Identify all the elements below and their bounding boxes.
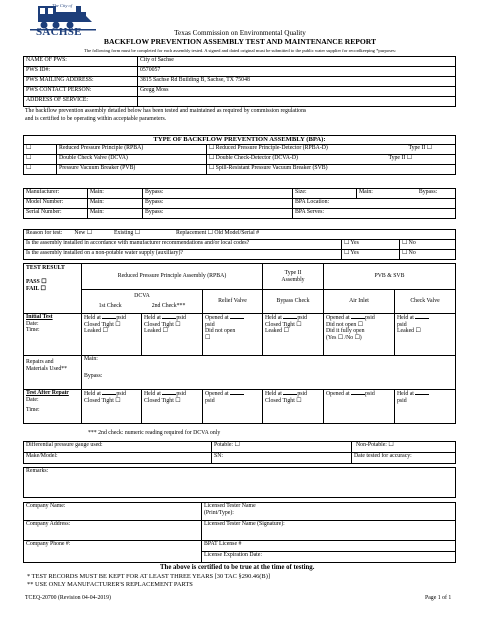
pws-label: PWS MAILING ADDRESS: xyxy=(24,77,138,87)
pws-label: PWS CONTACT PERSON: xyxy=(24,87,138,97)
pws-label: PWS ID#: xyxy=(24,67,138,77)
license-expiration-field[interactable]: License Expiration Date: xyxy=(202,552,456,563)
entry-line[interactable] xyxy=(351,390,365,395)
closed-tight-checkbox[interactable]: Closed Tight ☐ xyxy=(265,321,302,328)
logo-tagline: The City of xyxy=(52,3,72,8)
time-label[interactable]: Time: xyxy=(26,327,40,334)
entry-line[interactable] xyxy=(162,314,176,319)
type2-dcvad-checkbox[interactable]: Type II ☐ xyxy=(388,155,412,161)
existing-checkbox[interactable]: Existing ☐ xyxy=(113,230,140,236)
type2-rpbad-checkbox[interactable]: Type II ☐ xyxy=(408,145,432,151)
pws-value[interactable] xyxy=(138,97,456,107)
held-at-label: Held at xyxy=(144,391,161,397)
replacement-checkbox[interactable]: Replacement ☐ Old Model/Serial # xyxy=(175,230,260,236)
relief-valve-header: Relief Valve xyxy=(203,290,263,314)
closed-tight-checkbox[interactable]: Closed Tight ☐ xyxy=(265,397,302,404)
opened-at-label: Opened at xyxy=(326,315,350,321)
repairs-label: Repairs and xyxy=(26,359,54,365)
tester-signature-field[interactable]: Licensed Tester Name (Signature): xyxy=(202,521,456,541)
main-label[interactable]: Main: xyxy=(88,199,143,209)
psid-unit: psid xyxy=(365,391,375,397)
entry-line[interactable] xyxy=(102,314,116,319)
leaked-checkbox[interactable]: Leaked ☐ xyxy=(397,328,421,335)
date-tested-label[interactable]: Date tested for accuracy: xyxy=(352,453,456,464)
date-label[interactable]: Date: xyxy=(26,396,39,403)
did-not-open-checkbox[interactable]: Did not open ☐ xyxy=(326,321,363,328)
remarks-table xyxy=(23,467,456,498)
first-check-header: 1st Check xyxy=(98,303,122,309)
pws-value[interactable]: 3815 Sachse Rd Building B, Sachse, TX 75048 xyxy=(138,77,456,87)
checkbox[interactable]: ☐ xyxy=(209,145,215,151)
time-label[interactable]: Time: xyxy=(26,407,40,414)
check-valve-header: Check Valve xyxy=(395,290,456,314)
tester-name-label[interactable]: Licensed Tester Name xyxy=(204,503,256,509)
held-at-label: Held at xyxy=(397,315,414,321)
entry-line[interactable] xyxy=(283,314,297,319)
nonpotable-question: Is the assembly installed on a non-potable water supply (auxiliary)? xyxy=(24,250,342,260)
bpat-license-field[interactable]: BPAT License # xyxy=(202,541,456,552)
gauge-table xyxy=(23,441,456,464)
leaked-checkbox[interactable]: Leaked ☐ xyxy=(84,328,108,335)
form-number: TCEQ-20700 (Revision 04-04-2019) xyxy=(25,595,111,601)
print-type-label: (Print/Type): xyxy=(204,509,234,516)
type2-header: Type II xyxy=(284,269,302,276)
yes-checkbox[interactable]: ☐ Yes xyxy=(342,250,400,260)
no-checkbox[interactable]: ☐ No xyxy=(400,240,456,250)
pvb-svb-header: PVB & SVB xyxy=(324,264,456,290)
potable-checkbox[interactable]: Potable: ☐ xyxy=(212,442,352,453)
bpa-location-label[interactable]: BPA Location: xyxy=(293,199,456,209)
main-label[interactable]: Main: xyxy=(88,189,143,199)
psid-unit: psid xyxy=(205,321,215,328)
leaked-checkbox[interactable]: Leaked ☐ xyxy=(144,328,168,335)
fail-checkbox[interactable]: FAIL ☐ xyxy=(26,286,46,293)
bpa-type-heading: TYPE OF BACKFLOW PREVENTION ASSEMBLY (BPA): xyxy=(24,136,456,145)
opened-at-label: Opened at xyxy=(326,391,350,397)
pws-label: ADDRESS OF SERVICE: xyxy=(24,97,138,107)
company-address-field[interactable]: Company Address: xyxy=(24,521,202,541)
bpa-type-table xyxy=(23,135,456,175)
gauge-label: Differential pressure gauge used: xyxy=(24,442,212,453)
yes-no-checkbox[interactable]: (Yes ☐ /No ☐) xyxy=(326,334,362,341)
bypass-check-header: Bypass Check xyxy=(263,290,324,314)
certification-statement-2: and is certified to be operating within acceptable parameters. xyxy=(25,116,167,122)
held-at-label: Held at xyxy=(265,391,282,397)
svb-option: Spill-Resistant Pressure Vacuum Breaker (SVB) xyxy=(215,165,328,171)
manufacturer-table xyxy=(23,188,456,219)
psid-unit: psid xyxy=(176,315,187,321)
page-number: Page 1 of 1 xyxy=(425,595,452,601)
entry-line[interactable] xyxy=(230,314,244,319)
bypass-label[interactable]: Bypass: xyxy=(143,189,293,199)
did-it-fully-open-label: Did it fully open xyxy=(326,328,365,335)
agency-name: Texas Commission on Environmental Quality xyxy=(174,29,306,37)
pws-value[interactable]: Gregg Moss xyxy=(138,87,456,97)
dcva-header: DCVA xyxy=(134,293,150,300)
bypass-label[interactable]: Bypass: xyxy=(143,209,293,219)
reason-label: Reason for test: xyxy=(26,230,63,236)
entry-line[interactable] xyxy=(162,390,176,395)
psid-unit: psid xyxy=(397,397,407,404)
closed-tight-checkbox[interactable]: Closed Tight ☐ xyxy=(144,321,181,328)
pws-info-table xyxy=(23,56,456,107)
dcva-d-option: Double Check-Detector (DCVA-D) xyxy=(215,155,298,161)
held-at-label: Held at xyxy=(84,315,101,321)
no-checkbox[interactable]: ☐ No xyxy=(400,250,456,260)
psid-unit: psid xyxy=(297,315,308,321)
yes-checkbox[interactable]: ☐ Yes xyxy=(342,240,400,250)
checkbox[interactable]: ☐ xyxy=(209,155,215,161)
psid-unit: psid xyxy=(397,321,407,328)
second-check-header: 2nd Check*** xyxy=(151,303,186,309)
records-note: * TEST RECORDS MUST BE KEPT FOR AT LEAST THREE YEARS [30 TAC §290.46(B)] xyxy=(27,573,270,580)
closed-tight-checkbox[interactable]: Closed Tight ☐ xyxy=(144,397,181,404)
company-phone-field[interactable]: Company Phone #: xyxy=(24,541,202,563)
remarks-field[interactable]: Remarks: xyxy=(24,468,456,498)
entry-line[interactable] xyxy=(230,390,244,395)
psid-unit: psid xyxy=(297,391,308,397)
assembly-header: Assembly xyxy=(281,276,305,283)
initial-test-label: Initial Test xyxy=(26,314,53,320)
entry-line[interactable] xyxy=(415,314,429,319)
psid-unit: psid xyxy=(116,315,127,321)
entry-line[interactable] xyxy=(283,390,297,395)
rpba-header: Reduced Pressure Principle Assembly (RPBA) xyxy=(82,264,263,290)
checkbox[interactable]: ☐ xyxy=(24,145,57,155)
logo-name: SACHSE xyxy=(36,26,82,38)
dcva-option: Double Check Valve (DCVA) xyxy=(57,155,207,165)
company-name-field[interactable]: Company Name: xyxy=(24,503,202,521)
leaked-checkbox[interactable]: Leaked ☐ xyxy=(265,328,289,335)
repairs-main-label[interactable]: Main: xyxy=(84,356,98,362)
test-result-title: TEST RESULT xyxy=(26,265,65,271)
psid-unit: psid xyxy=(116,391,127,397)
pws-value[interactable]: City of Sachse xyxy=(138,57,456,67)
install-question: Is the assembly installed in accordance with manufacturer recommendations and/or local codes? xyxy=(24,240,342,250)
repairs-bypass-label[interactable]: Bypass: xyxy=(84,372,103,379)
opened-at-label: Opened at xyxy=(205,315,229,321)
bypass-label[interactable]: Bypass: xyxy=(143,199,293,209)
closed-tight-checkbox[interactable]: Closed Tight ☐ xyxy=(84,397,121,404)
held-at-label: Held at xyxy=(84,391,101,397)
certified-statement: The above is certified to be true at the time of testing. xyxy=(160,564,315,571)
pvb-option: Pressure Vacuum Breaker (PVB) xyxy=(57,165,207,175)
manufacturer-label: Manufacturer: xyxy=(24,189,88,199)
entry-line[interactable] xyxy=(351,314,365,319)
checkbox[interactable]: ☐ xyxy=(24,165,57,175)
dcva-note: *** 2nd check: numeric reading required for DCVA only xyxy=(88,430,221,436)
sn-label[interactable]: SN: xyxy=(212,453,352,464)
psid-unit: psid xyxy=(365,315,375,321)
serial-label: Serial Number: xyxy=(24,209,88,219)
company-table xyxy=(23,502,456,563)
size-label[interactable]: Size: xyxy=(293,189,357,199)
bpa-serves-label[interactable]: BPA Serves: xyxy=(293,209,456,219)
certification-statement-1: The backflow prevention assembly detailed below has been tested and maintained as required by commission regulations xyxy=(25,108,307,114)
pws-label: NAME OF PWS: xyxy=(24,57,138,67)
parts-note: ** USE ONLY MANUFACTURER'S REPLACEMENT PARTS xyxy=(27,581,193,588)
checkbox[interactable]: ☐ xyxy=(24,155,57,165)
date-label[interactable]: Date: xyxy=(26,320,39,327)
checkbox[interactable]: ☐ xyxy=(209,165,215,171)
form-instruction: The following form must be completed for each assembly tested. A signed and dated original must be submitted to the public water supplier for recordkeeping *purposes: xyxy=(83,48,397,53)
held-at-label: Held at xyxy=(265,315,282,321)
air-inlet-header: Air Inlet xyxy=(324,290,395,314)
held-at-label: Held at xyxy=(397,391,414,397)
rpba-d-option: Reduced Pressure Principle-Detector (RPBA-D) xyxy=(215,145,328,151)
test-after-repair-label: Test After Repair xyxy=(26,390,69,396)
did-not-open-label: Did not open xyxy=(205,328,236,335)
form-title: BACKFLOW PREVENTION ASSEMBLY TEST AND MAINTENANCE REPORT xyxy=(103,37,377,46)
psid-unit: psid xyxy=(205,397,215,404)
entry-line[interactable] xyxy=(415,390,429,395)
model-label: Model Number: xyxy=(24,199,88,209)
closed-tight-checkbox[interactable]: Closed Tight ☐ xyxy=(84,321,121,328)
rpba-option: Reduced Pressure Principle (RPBA) xyxy=(57,145,207,155)
new-checkbox[interactable]: New ☐ xyxy=(74,230,92,236)
pws-value[interactable]: 0570057 xyxy=(138,67,456,77)
did-not-open-checkbox[interactable]: ☐ xyxy=(205,334,211,341)
size-main-label[interactable]: Main: xyxy=(359,189,373,195)
pass-checkbox[interactable]: PASS ☐ xyxy=(26,278,47,285)
make-model-label[interactable]: Make/Model: xyxy=(24,453,212,464)
materials-label: Materials Used** xyxy=(26,365,68,372)
held-at-label: Held at xyxy=(144,315,161,321)
nonpotable-checkbox[interactable]: Non-Potable: ☐ xyxy=(352,442,456,453)
test-results-table xyxy=(23,263,456,424)
size-bypass-label[interactable]: Bypass: xyxy=(418,189,438,195)
reason-table xyxy=(23,229,456,260)
main-label[interactable]: Main: xyxy=(88,209,143,219)
entry-line[interactable] xyxy=(102,390,116,395)
psid-unit: psid xyxy=(176,391,187,397)
opened-at-label: Opened at xyxy=(205,391,229,397)
